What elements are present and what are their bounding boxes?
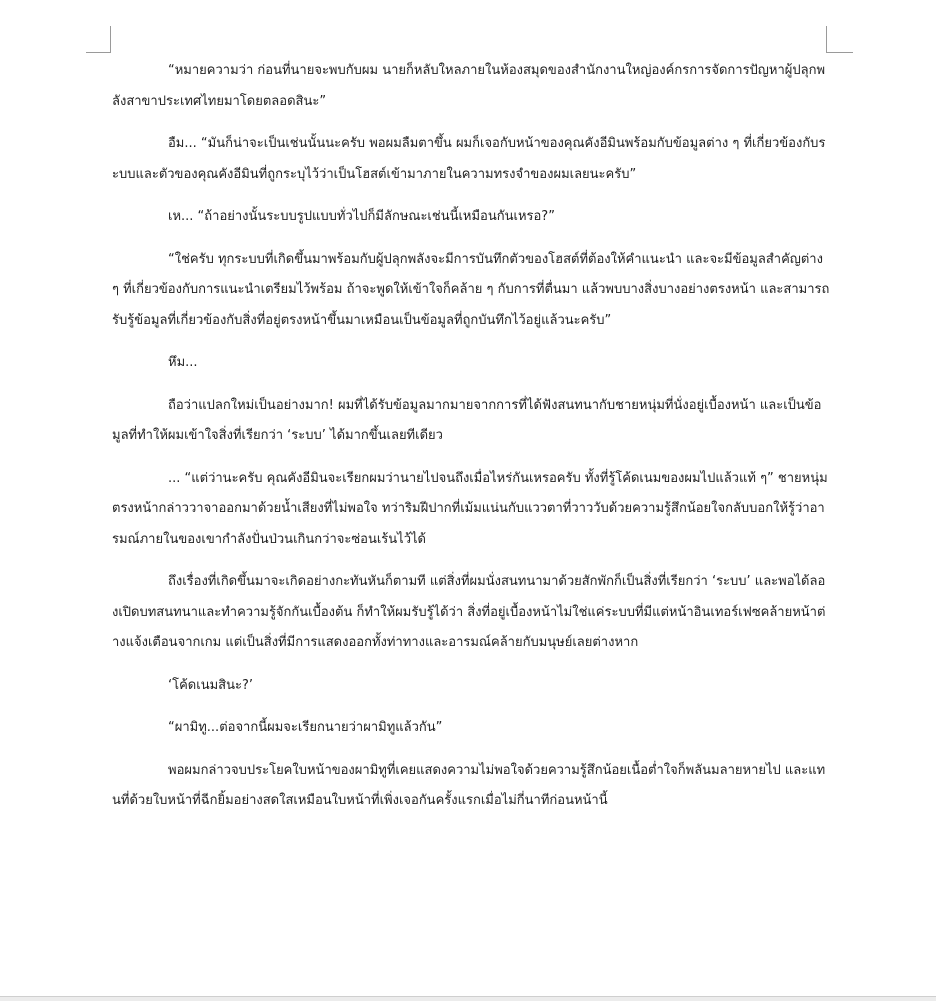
paragraph-1: “หมายความว่า ก่อนที่นายจะพบกับผม นายก็หลับใหลภายในห้องสมุดของสำนักงานใหญ่องค์กรการจัดการปัญหาผู้ปลุกพลังสาขาประเทศไทยมาโดยตลอดสินะ” bbox=[112, 63, 826, 109]
document-body[interactable] bbox=[112, 56, 830, 829]
paragraph-5: หึม... bbox=[168, 355, 198, 370]
paragraph-3: เห... “ถ้าอย่างนั้นระบบรูปแบบทั่วไปก็มีลักษณะเช่นนี้เหมือนกันเหรอ?” bbox=[168, 209, 555, 224]
top-right-margin-mark bbox=[826, 26, 853, 53]
paragraph-10: “ผามิทู...ต่อจากนี้ผมจะเรียกนายว่าผามิทูแล้วกัน” bbox=[168, 720, 443, 735]
top-left-margin-mark bbox=[86, 26, 111, 53]
page-bottom-edge bbox=[0, 996, 936, 1001]
paragraph-6: ถือว่าแปลกใหม่เป็นอย่างมาก! ผมที่ได้รับข้อมูลมากมายจากการที่ได้ฟังสนทนากับชายหนุ่มที่นั่งอยู่เบื้องหน้า และเป็นข้อมูลที่ทำให้ผมเข้าใจสิ่งที่เรียกว่า ‘ระบบ’ ได้มากขึ้นเลยทีเดียว bbox=[112, 397, 822, 443]
paragraph-9: ‘โค้ดเนมสินะ?’ bbox=[168, 677, 253, 693]
paragraph-2: อืม... “มันก็น่าจะเป็นเช่นนั้นนะครับ พอผมลืมตาขึ้น ผมก็เจอกับหน้าของคุณคังอีมินพร้อมกับข้อมูลต่าง ๆ ที่เกี่ยวข้องกับระบบและตัวของคุณคังอีมินที่ถูกระบุไว้ว่าเป็นโฮสต์เข้ามาภายในความทรงจำของผมเลยนะครับ” bbox=[112, 136, 826, 182]
paragraph-11: พอผมกล่าวจบประโยคใบหน้าของผามิทูที่เคยแสดงความไม่พอใจด้วยความรู้สึกน้อยเนื้อต่ำใจก็พลันมลายหายไป และแทนที่ด้วยใบหน้าที่ฉีกยิ้มอย่างสดใสเหมือนใบหน้าที่เพิ่งเจอกันครั้งแรกเมื่อไม่กี่นาทีก่อนหน้านี้ bbox=[112, 762, 826, 808]
paragraph-4: “ใช่ครับ ทุกระบบที่เกิดขึ้นมาพร้อมกับผู้ปลุกพลังจะมีการบันทึกตัวของโฮสต์ที่ต้องให้คำแนะนำ และจะมีข้อมูลสำคัญต่าง ๆ ที่เกี่ยวข้องกับการแนะนำเตรียมไว้พร้อม ถ้าจะพูดให้เข้าใจก็คล้าย ๆ กับการที่ตื่นมา แล้วพบบางสิ่งบางอย่างตรงหน้า และสามารถรับรู้ข้อมูลที่เกี่ยวข้องกับสิ่งที่อยู่ตรงหน้าขึ้นมาเหมือนเป็นข้อมูลที่ถูกบันทึกไว้อยู่แล้วนะครับ” bbox=[112, 251, 830, 328]
paragraph-8: ถึงเรื่องที่เกิดขึ้นมาจะเกิดอย่างกะทันหันก็ตามที แต่สิ่งที่ผมนั่งสนทนามาด้วยสักพักก็เป็นสิ่งที่เรียกว่า ‘ระบบ’ และพอได้ลองเปิดบทสนทนาและทำความรู้จักกันเบื้องต้น ก็ทำให้ผมรับรู้ได้ว่า สิ่งที่อยู่เบื้องหน้าไม่ใช่แค่ระบบที่มีแต่หน้าอินเทอร์เฟซคล้ายหน้าต่างแจ้งเตือนจากเกม แต่เป็นสิ่งที่มีการแสดงออกทั้งท่าทางและอารมณ์คล้ายกับมนุษย์เลยต่างหาก bbox=[112, 574, 826, 650]
paragraph-7: ... “แต่ว่านะครับ คุณคังอีมินจะเรียกผมว่านายไปจนถึงเมื่อไหร่กันเหรอครับ ทั้งที่รู้โค้ดเนมของผมไปแล้วแท้ ๆ” ชายหนุ่มตรงหน้ากล่าววาจาออกมาด้วยน้ำเสียงที่ไม่พอใจ ทว่าริมฝีปากที่เม้มแน่นกับแววตาที่วาววับด้วยความรู้สึกน้อยใจกลับบอกให้รู้ว่าอารมณ์ภายในของเขากำลังปั่นป่วนเกินกว่าจะซ่อนเร้นไว้ได้ bbox=[112, 470, 828, 547]
